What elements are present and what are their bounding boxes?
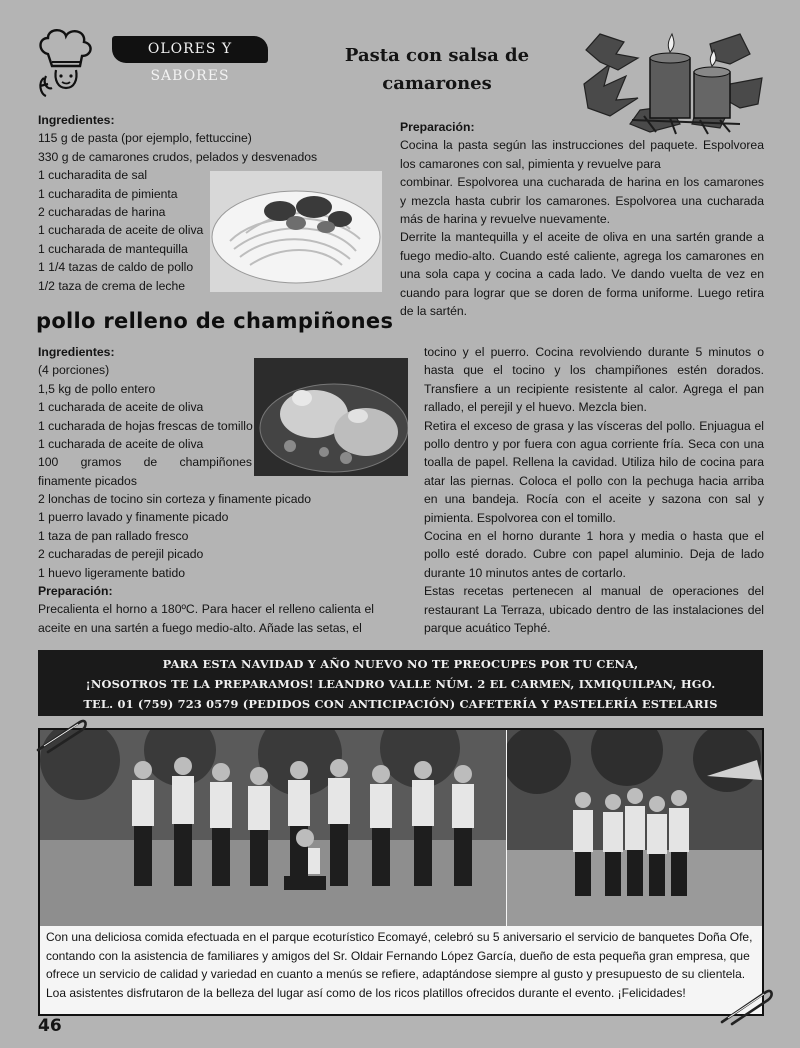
ingredient-item: 1 puerro lavado y finamente picado bbox=[38, 510, 229, 525]
advertisement-banner bbox=[38, 650, 763, 716]
recipe1-prep-paragraph: Derrite la mantequilla y el aceite de oliva en una sartén grande a fuego medio-alto. Cuando esté caliente, agrega los camarones en una sola capa y cocina a cada lado. Ve dando vuelta de vez en cuando para lograr que se doren de forma uniforme. Luego retira de la sartén. bbox=[400, 230, 764, 319]
recipe1-title-line1: Pasta con salsa de bbox=[344, 45, 530, 66]
event-caption bbox=[46, 928, 760, 1002]
chef-logo-icon bbox=[34, 26, 96, 100]
chicken-photo bbox=[254, 358, 408, 476]
ingredient-item: 1 cucharadita de pimienta bbox=[38, 186, 178, 201]
ingredient-item: 2 cucharadas de perejil picado bbox=[38, 547, 204, 562]
caption-line: contando con la asistencia de familiares y amigos del Sr. Oldair Fernando López García, dueño de esta pequeña gran empresa, que bbox=[46, 948, 750, 963]
caption-line: ofrece un servicio de calidad y variedad en cuanto a menús se refiere, adaptándose siempre al gusto y presupuesto de su clientela. bbox=[46, 967, 746, 981]
recipe2-ingredients bbox=[38, 343, 252, 490]
recipe2-prep-heading: Preparación: bbox=[38, 584, 113, 599]
banner-line: PARA ESTA NAVIDAD Y AÑO NUEVO NO TE PREOCUPES POR TU CENA, bbox=[162, 657, 639, 671]
ingredient-item: 1 cucharadita de sal bbox=[38, 168, 148, 183]
pasta-photo bbox=[210, 171, 382, 292]
recipe2-ingredients-heading: Ingredientes: bbox=[38, 345, 115, 359]
ingredient-item: 1 cucharada de mantequilla bbox=[38, 241, 188, 256]
recipe1-title bbox=[330, 42, 544, 98]
caption-line: Loa asistentes disfrutaron de la belleza del lugar así como de los ricos platillos ofrecidos durante el evento. ¡Felicidades! bbox=[46, 985, 686, 1000]
page-number: 46 bbox=[38, 1016, 62, 1036]
ingredient-item: 2 cucharadas de harina bbox=[38, 205, 166, 220]
recipe2-title: pollo relleno de champiñones bbox=[36, 309, 394, 333]
group-photo-small bbox=[507, 730, 762, 926]
recipe2-preparation-right bbox=[424, 343, 764, 638]
ingredient-item: 100 gramos de champiñones finamente picados bbox=[38, 455, 252, 488]
recipe1-prep-paragraph: Cocina la pasta según las instrucciones del paquete. Espolvorea los camarones con sal, pimienta y revuelve para bbox=[400, 138, 764, 171]
banner-line: ¡NOSOTROS TE LA PREPARAMOS! LEANDRO VALLE NÚM. 2 EL CARMEN, IXMIQUILPAN, HGO. bbox=[85, 677, 716, 691]
ingredient-item: 1 1/4 tazas de caldo de pollo bbox=[38, 260, 194, 275]
recipe1-ingredients-heading: Ingredientes: bbox=[38, 113, 115, 127]
ingredient-item: 1 taza de pan rallado fresco bbox=[38, 528, 189, 543]
recipe2-prep-left: Precalienta el horno a 180ºC. Para hacer el relleno calienta el aceite en una sartén a fuego medio-alto. Añade las setas, el bbox=[38, 602, 374, 635]
recipe1-preparation bbox=[400, 118, 764, 320]
paperclip-icon bbox=[34, 716, 88, 754]
ingredient-item: 330 g de camarones crudos, pelados y desvenados bbox=[38, 149, 318, 164]
recipe2-prep-paragraph: Estas recetas pertenecen al manual de operaciones del restaurant La Terraza, ubicado dentro de las instalaciones del parque acuático Tephé. bbox=[424, 584, 764, 636]
recipe2-prep-paragraph: tocino y el puerro. Cocina revolviendo durante 5 minutos o hasta que el tocino y los champiñones estén dorados. Transfiere a un recipiente resistente al calor. Agrega el pan rallado, el perejil y el huevo. Mezcla bien. bbox=[424, 345, 764, 415]
ingredient-item: 1 cucharada de hojas frescas de tomillo bbox=[38, 418, 253, 433]
caption-line: Con una deliciosa comida efectuada en el parque ecoturístico Ecomayé, celebró su 5 aniversario el servicio de banquetes Doña Ofe, bbox=[46, 930, 753, 944]
recipe2-prep-paragraph: Cocina en el horno durante 1 hora y media o hasta que el pollo esté dorado. Cubre con papel aluminio. Deja de lado durante 10 minutos antes de cortarlo. bbox=[424, 529, 764, 580]
recipe2-ingredients-continued bbox=[38, 490, 378, 637]
recipe1-title-line2: camarones bbox=[382, 73, 492, 94]
ingredient-item: 2 lonchas de tocino sin corteza y finamente picado bbox=[38, 492, 312, 506]
paperclip-icon bbox=[718, 986, 774, 1026]
section-badge: OLORES Y SABORES bbox=[112, 36, 268, 63]
ingredient-item: 1 cucharada de aceite de oliva bbox=[38, 400, 204, 415]
ingredient-item: 1 huevo ligeramente batido bbox=[38, 565, 186, 580]
banner-line: TEL. 01 (759) 723 0579 (PEDIDOS CON ANTICIPACIÓN) CAFETERÍA Y PASTELERÍA ESTELARIS bbox=[83, 697, 718, 711]
ingredient-item: 1 cucharada de aceite de oliva bbox=[38, 437, 204, 452]
ingredient-item: (4 porciones) bbox=[38, 363, 110, 378]
ingredient-item: 115 g de pasta (por ejemplo, fettuccine) bbox=[38, 131, 252, 146]
ingredient-item: 1 cucharada de aceite de oliva bbox=[38, 223, 204, 238]
ingredient-item: 1,5 kg de pollo entero bbox=[38, 381, 156, 396]
recipe1-prep-paragraph: combinar. Espolvorea una cucharada de harina en los camarones y mezcla hasta cubrir los camarones. Espolvorea una cucharada más de harina y revuelve nuevamente. bbox=[400, 175, 764, 227]
ingredient-item: 1/2 taza de crema de leche bbox=[38, 278, 186, 293]
group-photo-large bbox=[40, 730, 506, 926]
recipe2-prep-paragraph: Retira el exceso de grasa y las vísceras del pollo. Enjuagua el pollo dentro y por fuera con agua corriente fría. Seca con una toalla de papel. Rellena la cavidad. Utiliza hilo de cocina para atar las piernas. Coloca el pollo con la pechuga hacia arriba en una bandeja. Rocía con el aceite y sazona con sal y pimienta. Espolvorea con el tomillo. bbox=[424, 418, 764, 525]
recipe1-prep-heading: Preparación: bbox=[400, 120, 475, 134]
